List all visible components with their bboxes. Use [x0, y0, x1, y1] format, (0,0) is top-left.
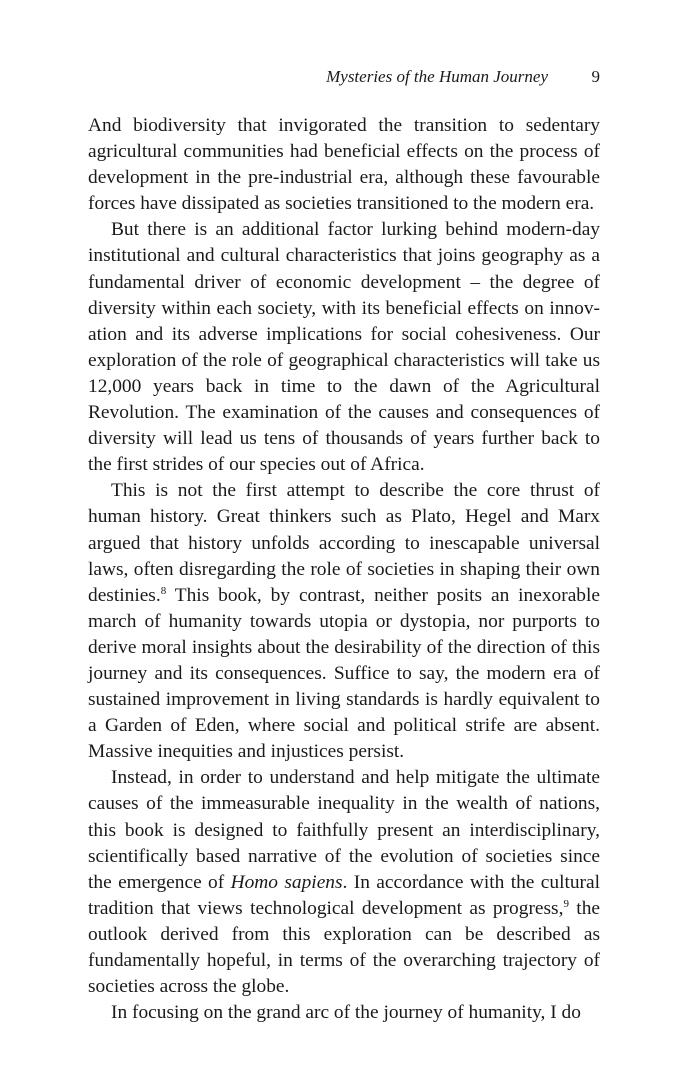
paragraph-text: But there is an additional factor lurking behind modern-day institutional and cultural characteristics that joins geography as a fundamental driver of economic development – the degree of diversity within each society, with its beneficial effects on innovation and its adverse implications for social cohesiveness. Our exploration of the role of geographical characteristics will take us 12,000 years back in time to the dawn of the Agricultural Revolution. The examination of the causes and consequences of diversity will lead us tens of thousands of years further back to the first strides of our species out of Africa. [88, 219, 600, 476]
paragraph-text: Instead, in order to understand and help mitigate the ultimate causes of the immeasurable inequality in the wealth of nations, this book is designed to faithfully present an interdisciplinary, scientifically based narrative of the evolution of societies since the emergence of [88, 767, 600, 893]
italic-text: Homo sapiens [230, 871, 343, 893]
paragraph-text: In focusing on the grand arc of the journey of humanity, I do [111, 1002, 581, 1024]
running-head [88, 64, 600, 90]
body-paragraph [88, 113, 600, 217]
page-number: 9 [591, 67, 600, 86]
paragraph-text: the outlook derived from this exploration can be described as fundamentally hopeful, in terms of the overarching trajectory of societies across the globe. [88, 897, 600, 998]
footnote-marker: 8 [160, 584, 167, 597]
running-title: Mysteries of the Human Journey [326, 67, 548, 86]
body-paragraph [88, 1000, 600, 1026]
body-paragraph [88, 217, 600, 478]
body-paragraph [88, 765, 600, 1000]
paragraph-text: And biodiversity that invigorated the transition to sedentary agricultural communities had beneficial effects on the process of development in the pre-industrial era, although these favourable forces have dissipated as societies transitioned to the modern era. [88, 115, 600, 215]
footnote-marker: 9 [563, 897, 569, 910]
body-paragraph [88, 478, 600, 765]
paragraph-text: . In accordance with the cultural tradition that views technological development as progress, [88, 871, 601, 919]
body-text [88, 113, 600, 1026]
paragraph-text: This book, by contrast, neither posits an inexorable march of humanity towards utopia or dystopia, nor purports to derive moral insights about the desirability of the direction of this journey and its consequences. Suffice to say, the modern era of sustained improvement in living standards is hardly equivalent to a Garden of Eden, where social and political strife are absent. Massive inequities and injustices persist. [88, 584, 600, 763]
paragraph-text: This is not the first attempt to describe the core thrust of human history. Great thinkers such as Plato, Hegel and Marx argued that history unfolds according to inescapable universal laws, often disregarding the role of societies in shaping their own destinies. [88, 480, 600, 606]
